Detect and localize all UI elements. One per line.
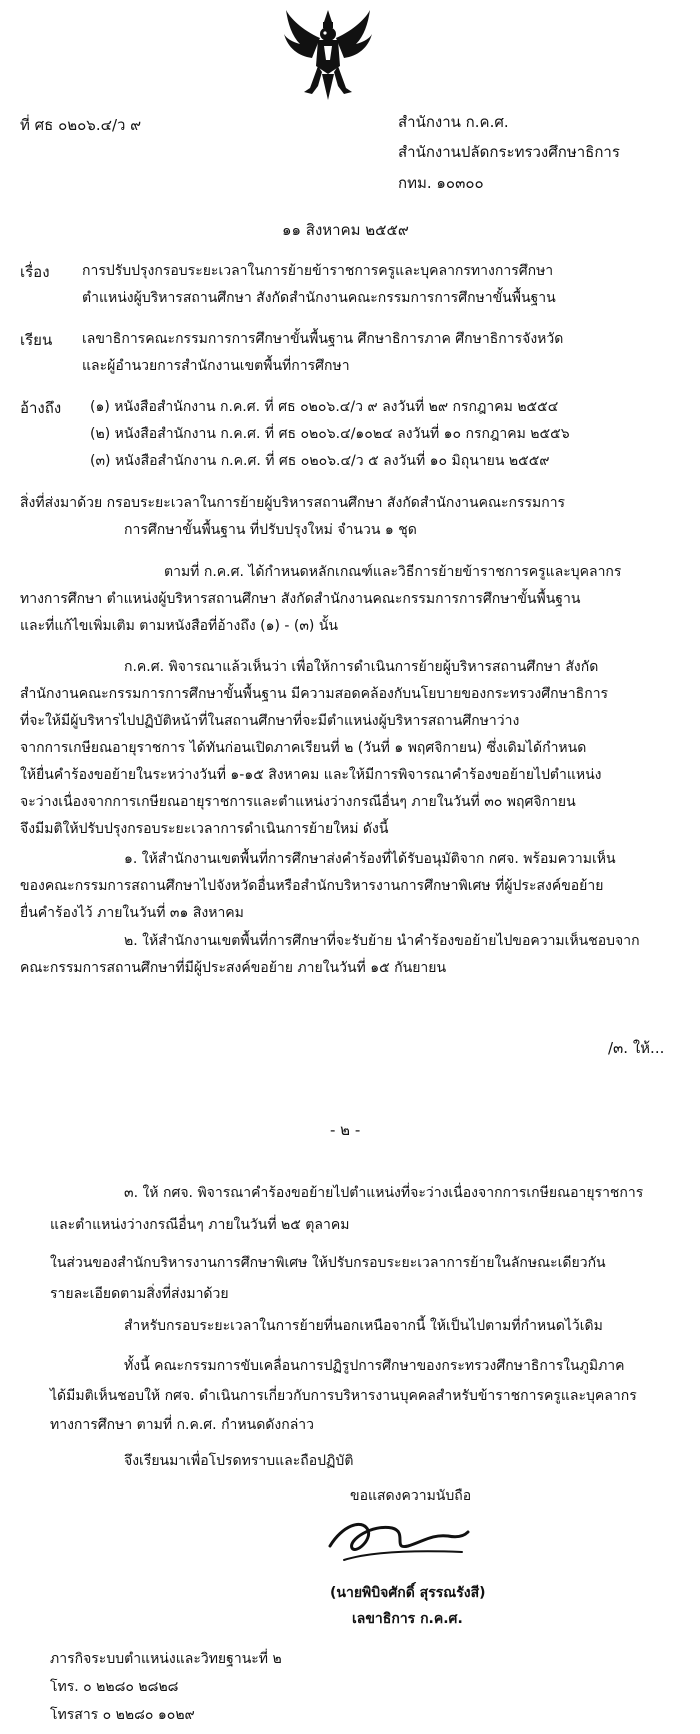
footer-department: ภารกิจระบบตำแหน่งและวิทยฐานะที่ ๒ — [50, 1651, 282, 1667]
enclosure-line-1: สิ่งที่ส่งมาด้วย กรอบระยะเวลาในการย้ายผู้บริหารสถานศึกษา สังกัดสำนักงานคณะกรรมการ — [20, 495, 566, 511]
para1-line-3: และที่แก้ไขเพิ่มเติม ตามหนังสือที่อ้างถึง (๑) - (๓) นั้น — [20, 618, 338, 634]
subject-line-2: ตำแหน่งผู้บริหารสถานศึกษา สังกัดสำนักงานคณะกรรมการการศึกษาขั้นพื้นฐาน — [82, 290, 556, 306]
item2-line-2: คณะกรรมการสถานศึกษาที่มีผู้ประสงค์ขอย้าย ภายในวันที่ ๑๕ กันยายน — [20, 960, 447, 976]
committee-line-3: ทางการศึกษา ตามที่ ก.ค.ศ. กำหนดดังกล่าว — [50, 1417, 315, 1433]
page-continuation: /๓. ให้... — [608, 1039, 665, 1057]
subject-line-1: การปรับปรุงกรอบระยะเวลาในการย้ายข้าราชการครูและบุคลากรทางการศึกษา — [82, 263, 554, 279]
reference-item-1: (๑) หนังสือสำนักงาน ก.ค.ศ. ที่ ศธ ๐๒๐๖.๔/ว ๙ ลงวันที่ ๒๙ กรกฎาคม ๒๕๕๔ — [90, 399, 559, 415]
recipient-label: เรียน — [20, 331, 53, 349]
document-number: ที่ ศธ ๐๒๐๖.๔/ว ๙ — [20, 116, 142, 134]
subject-label: เรื่อง — [20, 263, 50, 281]
para1-line-1: ตามที่ ก.ค.ศ. ได้กำหนดหลักเกณฑ์และวิธีการย้ายข้าราชการครูและบุคลากร — [164, 564, 622, 580]
para2-line-7: จึงมีมติให้ปรับปรุงกรอบระยะเวลาการดำเนินการย้ายใหม่ ดังนี้ — [20, 821, 389, 837]
recipient-line-2: และผู้อำนวยการสำนักงานเขตพื้นที่การศึกษา — [82, 358, 350, 374]
para2-line-3: ที่จะให้มีผู้บริหารไปปฏิบัติหน้าที่ในสถานศึกษาที่จะมีตำแหน่งผู้บริหารสถานศึกษาว่าง — [20, 713, 520, 729]
special-education-line-2: รายละเอียดตามสิ่งที่ส่งมาด้วย — [50, 1286, 229, 1302]
document-date: ๑๑ สิงหาคม ๒๕๕๙ — [282, 221, 409, 239]
footer-fax: โทรสาร ๐ ๒๒๘๐ ๑๐๒๙ — [50, 1707, 195, 1723]
committee-line-1: ทั้งนี้ คณะกรรมการขับเคลื่อนการปฏิรูปการศึกษาของกระทรวงศึกษาธิการในภูมิภาค — [124, 1358, 625, 1374]
para1-line-2: ทางการศึกษา ตำแหน่งผู้บริหารสถานศึกษา สังกัดสำนักงานคณะกรรมการการศึกษาขั้นพื้นฐาน — [20, 591, 581, 607]
committee-line-2: ได้มีมติเห็นชอบให้ กศจ. ดำเนินการเกี่ยวกับการบริหารงานบุคคลสำหรับข้าราชการครูและบุคลากร — [50, 1388, 637, 1404]
item3-line-1: ๓. ให้ กศจ. พิจารณาคำร้องขอย้ายไปตำแหน่งที่จะว่างเนื่องจากการเกษียณอายุราชการ — [124, 1185, 644, 1201]
item1-line-1: ๑. ให้สำนักงานเขตพื้นที่การศึกษาส่งคำร้องที่ได้รับอนุมัติจาก กศจ. พร้อมความเห็น — [124, 851, 616, 867]
office-line-1: สำนักงาน ก.ค.ศ. — [398, 113, 509, 131]
garuda-emblem-icon — [282, 8, 374, 104]
reference-item-3: (๓) หนังสือสำนักงาน ก.ค.ศ. ที่ ศธ ๐๒๐๖.๔/ว ๕ ลงวันที่ ๑๐ มิถุนายน ๒๕๕๙ — [90, 453, 550, 469]
other-timeframe: สำหรับกรอบระยะเวลาในการย้ายที่นอกเหนือจากนี้ ให้เป็นไปตามที่กำหนดไว้เดิม — [124, 1318, 603, 1334]
item1-line-3: ยื่นคำร้องไว้ ภายในวันที่ ๓๑ สิงหาคม — [20, 905, 244, 921]
item2-line-1: ๒. ให้สำนักงานเขตพื้นที่การศึกษาที่จะรับย้าย นำคำร้องขอย้ายไปขอความเห็นชอบจาก — [124, 933, 640, 949]
signer-name: (นายพิบิจศักดิ์ สุรรณรังสี) — [330, 1585, 486, 1601]
para2-line-4: จากการเกษียณอายุราชการ ได้ทันก่อนเปิดภาคเรียนที่ ๒ (วันที่ ๑ พฤศจิกายน) ซึ่งเดิมได้กำหนด — [20, 740, 587, 756]
special-education-line-1: ในส่วนของสำนักบริหารงานการศึกษาพิเศษ ให้ปรับกรอบระยะเวลาการย้ายในลักษณะเดียวกัน — [50, 1255, 606, 1271]
item1-line-2: ของคณะกรรมการสถานศึกษาไปจังหวัดอื่นหรือสำนักบริหารงานการศึกษาพิเศษ ที่ผู้ประสงค์ขอย้าย — [20, 878, 604, 894]
enclosure-line-2: การศึกษาขั้นพื้นฐาน ที่ปรับปรุงใหม่ จำนวน ๑ ชุด — [124, 522, 417, 538]
recipient-line-1: เลขาธิการคณะกรรมการการศึกษาขั้นพื้นฐาน ศึกษาธิการภาค ศึกษาธิการจังหวัด — [82, 331, 564, 347]
reference-label: อ้างถึง — [20, 399, 62, 417]
footer-phone: โทร. ๐ ๒๒๘๐ ๒๘๒๘ — [50, 1679, 179, 1695]
office-line-2: สำนักงานปลัดกระทรวงศึกษาธิการ — [398, 143, 620, 161]
signer-title: เลขาธิการ ก.ค.ศ. — [352, 1611, 463, 1627]
signature-icon — [322, 1506, 472, 1576]
regards: ขอแสดงความนับถือ — [350, 1488, 472, 1504]
para2-line-5: ให้ยื่นคำร้องขอย้ายในระหว่างวันที่ ๑-๑๕ สิงหาคม และให้มีการพิจารณาคำร้องขอย้ายไปตำแหน่ง — [20, 767, 602, 783]
office-line-3: กทม. ๑๐๓๐๐ — [398, 174, 484, 192]
page-number: - ๒ - — [330, 1121, 361, 1139]
para2-line-2: สำนักงานคณะกรรมการการศึกษาขั้นพื้นฐาน มีความสอดคล้องกับนโยบายของกระทรวงศึกษาธิการ — [20, 686, 609, 702]
para2-line-1: ก.ค.ศ. พิจารณาแล้วเห็นว่า เพื่อให้การดำเนินการย้ายผู้บริหารสถานศึกษา สังกัด — [124, 659, 599, 675]
reference-item-2: (๒) หนังสือสำนักงาน ก.ค.ศ. ที่ ศธ ๐๒๐๖.๔/๑๐๒๔ ลงวันที่ ๑๐ กรกฎาคม ๒๕๕๖ — [90, 426, 570, 442]
para2-line-6: จะว่างเนื่องจากการเกษียณอายุราชการและตำแหน่งว่างกรณีอื่นๆ ภายในวันที่ ๓๐ พฤศจิกายน — [20, 794, 576, 810]
item3-line-2: และตำแหน่งว่างกรณีอื่นๆ ภายในวันที่ ๒๕ ตุลาคม — [50, 1217, 350, 1233]
closing-sentence: จึงเรียนมาเพื่อโปรดทราบและถือปฏิบัติ — [124, 1453, 354, 1469]
